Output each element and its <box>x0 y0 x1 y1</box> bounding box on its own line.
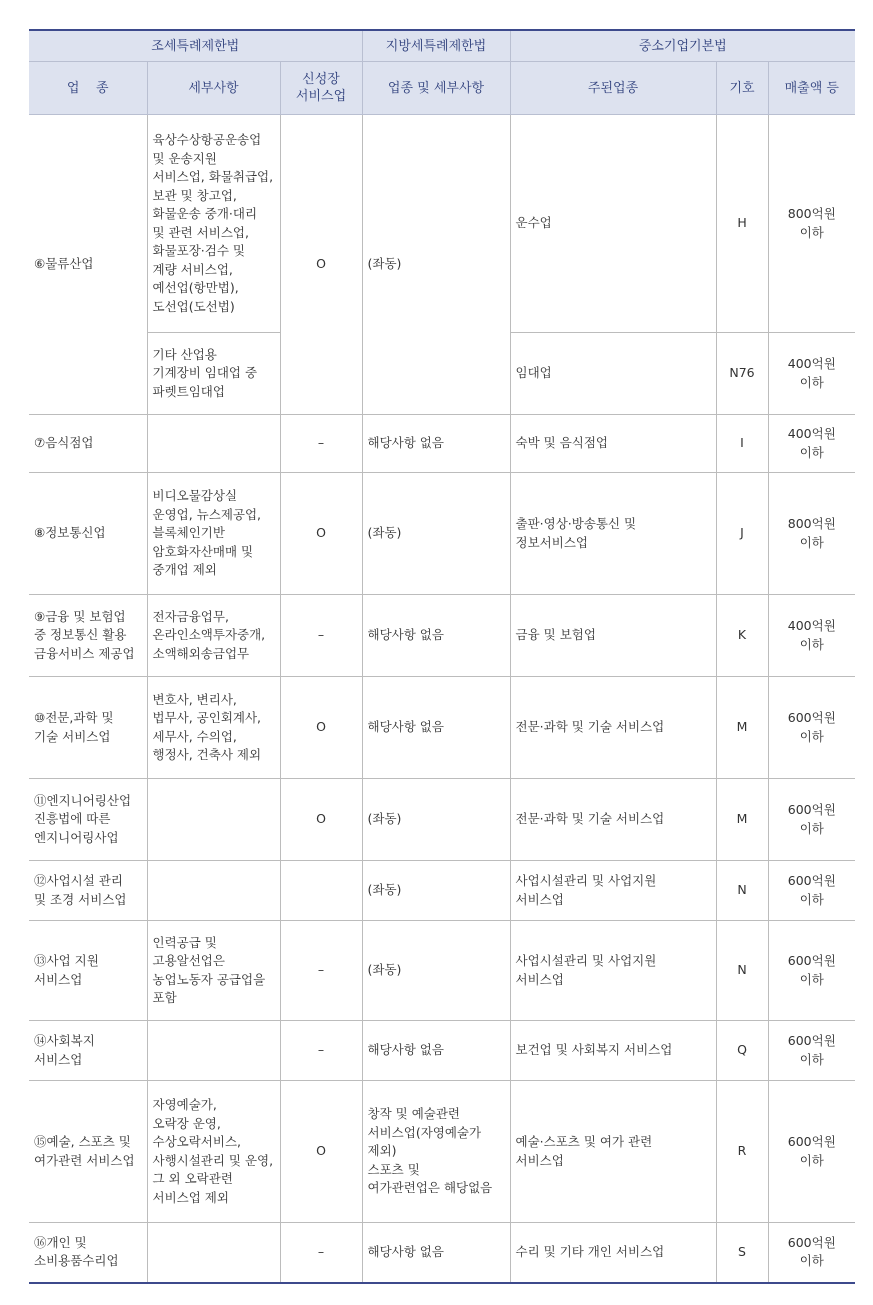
new-growth-cell: – <box>280 415 362 473</box>
table-row <box>29 779 855 861</box>
local-detail-cell: (좌동) <box>362 115 510 415</box>
main-industry-cell: 사업시설관리 및 사업지원 서비스업 <box>510 861 716 921</box>
main-industry-cell: 전문·과학 및 기술 서비스업 <box>510 677 716 779</box>
local-detail-cell: 해당사항 없음 <box>362 415 510 473</box>
code-cell: K <box>716 595 768 677</box>
local-detail-cell: 해당사항 없음 <box>362 1021 510 1081</box>
local-detail-cell: (좌동) <box>362 861 510 921</box>
sales-cell: 600억원 이하 <box>768 677 855 779</box>
industry-cell: ⑫사업시설 관리 및 조경 서비스업 <box>29 861 147 921</box>
code-cell: M <box>716 677 768 779</box>
detail-cell <box>147 779 280 861</box>
industry-cell: ⑬사업 지원 서비스업 <box>29 921 147 1021</box>
sales-cell: 800억원 이하 <box>768 473 855 595</box>
detail-cell <box>147 861 280 921</box>
industry-cell: ⑭사회복지 서비스업 <box>29 1021 147 1081</box>
main-industry-cell: 사업시설관리 및 사업지원 서비스업 <box>510 921 716 1021</box>
main-industry-cell: 임대업 <box>510 333 716 415</box>
table-row <box>29 473 855 595</box>
header-main-industry: 주된업종 <box>510 62 716 115</box>
detail-cell <box>147 1223 280 1283</box>
header-new-growth: 신성장 서비스업 <box>280 62 362 115</box>
industry-cell: ⑯개인 및 소비용품수리업 <box>29 1223 147 1283</box>
sales-cell: 800억원 이하 <box>768 115 855 333</box>
table-row <box>29 921 855 1021</box>
industry-cell: ⑦음식점업 <box>29 415 147 473</box>
industry-cell: ⑮예술, 스포츠 및 여가관련 서비스업 <box>29 1081 147 1223</box>
detail-cell: 변호사, 변리사, 법무사, 공인회계사, 세무사, 수의업, 행정사, 건축사 제외 <box>147 677 280 779</box>
main-industry-cell: 출판·영상·방송통신 및 정보서비스업 <box>510 473 716 595</box>
table-row <box>29 861 855 921</box>
new-growth-cell: – <box>280 921 362 1021</box>
industry-cell: ⑩전문,과학 및 기술 서비스업 <box>29 677 147 779</box>
table-row <box>29 1223 855 1283</box>
table-row <box>29 115 855 333</box>
detail-cell <box>147 415 280 473</box>
local-detail-cell: 해당사항 없음 <box>362 1223 510 1283</box>
local-detail-cell: (좌동) <box>362 921 510 1021</box>
sales-cell: 600억원 이하 <box>768 1081 855 1223</box>
local-detail-cell: (좌동) <box>362 779 510 861</box>
header-group-row <box>29 30 855 62</box>
main-industry-cell: 운수업 <box>510 115 716 333</box>
industry-comparison-table <box>29 29 855 1284</box>
code-cell: S <box>716 1223 768 1283</box>
header-detail: 세부사항 <box>147 62 280 115</box>
detail-cell: 전자금융업무, 온라인소액투자중개, 소액해외송금업무 <box>147 595 280 677</box>
table-row <box>29 677 855 779</box>
new-growth-cell: O <box>280 473 362 595</box>
table-row <box>29 1021 855 1081</box>
code-cell: N <box>716 921 768 1021</box>
local-detail-cell: 창작 및 예술관련 서비스업(자영예술가 제외) 스포츠 및 여가관련업은 해당없음 <box>362 1081 510 1223</box>
code-cell: J <box>716 473 768 595</box>
main-industry-cell: 전문·과학 및 기술 서비스업 <box>510 779 716 861</box>
sales-cell: 400억원 이하 <box>768 415 855 473</box>
main-industry-cell: 예술·스포츠 및 여가 관련 서비스업 <box>510 1081 716 1223</box>
header-column-row <box>29 62 855 115</box>
new-growth-cell: – <box>280 1021 362 1081</box>
detail-cell: 기타 산업용 기계장비 임대업 중 파렛트임대업 <box>147 333 280 415</box>
header-group-sme-act: 중소기업기본법 <box>510 30 855 62</box>
code-cell: N76 <box>716 333 768 415</box>
header-industry: 업 종 <box>29 62 147 115</box>
sales-cell: 600억원 이하 <box>768 779 855 861</box>
sales-cell: 400억원 이하 <box>768 333 855 415</box>
code-cell: R <box>716 1081 768 1223</box>
header-group-tax-special: 조세특례제한법 <box>29 30 362 62</box>
new-growth-cell: – <box>280 595 362 677</box>
local-detail-cell: 해당사항 없음 <box>362 595 510 677</box>
detail-cell: 인력공급 및 고용알선업은 농업노동자 공급업을 포함 <box>147 921 280 1021</box>
main-industry-cell: 숙박 및 음식점업 <box>510 415 716 473</box>
header-group-local-tax: 지방세특례제한법 <box>362 30 510 62</box>
detail-cell: 비디오물감상실 운영업, 뉴스제공업, 블록체인기반 암호화자산매매 및 중개업 제외 <box>147 473 280 595</box>
new-growth-cell: O <box>280 115 362 415</box>
sales-cell: 600억원 이하 <box>768 1223 855 1283</box>
new-growth-cell: O <box>280 779 362 861</box>
table-row <box>29 415 855 473</box>
code-cell: H <box>716 115 768 333</box>
sales-cell: 600억원 이하 <box>768 861 855 921</box>
new-growth-cell: O <box>280 677 362 779</box>
main-industry-cell: 보건업 및 사회복지 서비스업 <box>510 1021 716 1081</box>
detail-cell: 육상수상항공운송업 및 운송지원 서비스업, 화물취급업, 보관 및 창고업, 화물운송 중개·대리 및 관련 서비스업, 화물포장·검수 및 계량 서비스업, 예선업(항만법), 도선업(도선법) <box>147 115 280 333</box>
table-row <box>29 595 855 677</box>
new-growth-cell <box>280 861 362 921</box>
code-cell: N <box>716 861 768 921</box>
sales-cell: 600억원 이하 <box>768 1021 855 1081</box>
local-detail-cell: (좌동) <box>362 473 510 595</box>
new-growth-cell: O <box>280 1081 362 1223</box>
detail-cell: 자영예술가, 오락장 운영, 수상오락서비스, 사행시설관리 및 운영, 그 외 오락관련 서비스업 제외 <box>147 1081 280 1223</box>
main-industry-cell: 금융 및 보험업 <box>510 595 716 677</box>
code-cell: Q <box>716 1021 768 1081</box>
header-code: 기호 <box>716 62 768 115</box>
code-cell: I <box>716 415 768 473</box>
industry-cell: ⑧정보통신업 <box>29 473 147 595</box>
header-local-detail: 업종 및 세부사항 <box>362 62 510 115</box>
industry-cell: ⑨금융 및 보험업 중 정보통신 활용 금융서비스 제공업 <box>29 595 147 677</box>
industry-cell: ⑥물류산업 <box>29 115 147 415</box>
local-detail-cell: 해당사항 없음 <box>362 677 510 779</box>
new-growth-cell: – <box>280 1223 362 1283</box>
code-cell: M <box>716 779 768 861</box>
main-industry-cell: 수리 및 기타 개인 서비스업 <box>510 1223 716 1283</box>
industry-cell: ⑪엔지니어링산업 진흥법에 따른 엔지니어링사업 <box>29 779 147 861</box>
header-sales: 매출액 등 <box>768 62 855 115</box>
sales-cell: 400억원 이하 <box>768 595 855 677</box>
detail-cell <box>147 1021 280 1081</box>
sales-cell: 600억원 이하 <box>768 921 855 1021</box>
table-row <box>29 1081 855 1223</box>
